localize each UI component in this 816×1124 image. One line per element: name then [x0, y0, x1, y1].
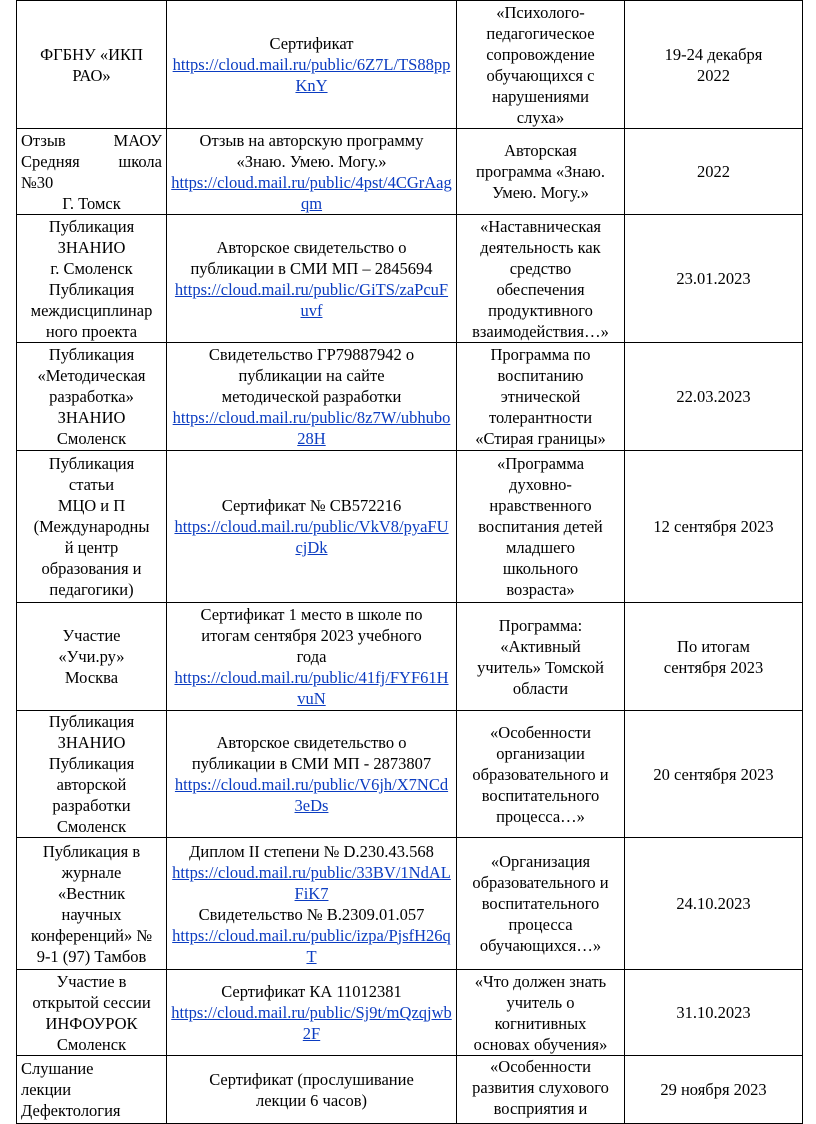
org-line: №30	[21, 172, 54, 192]
date-line: 2022	[697, 162, 730, 181]
topic-line: нарушениями	[492, 86, 589, 106]
org-line: Публикация	[48, 754, 135, 773]
topic-line: воспитания детей	[478, 517, 603, 536]
topic-cell	[457, 129, 625, 215]
date-cell	[625, 215, 803, 343]
org-line: педагогики)	[49, 580, 134, 599]
topic-line: воспитанию	[497, 366, 584, 385]
org-line: разработки	[52, 796, 131, 815]
topic-line: Программа:	[498, 615, 583, 635]
document-cell	[167, 343, 457, 451]
topic-line: процесса	[508, 915, 573, 934]
topic-cell	[457, 603, 625, 711]
org-cell	[17, 129, 167, 215]
document-line: Свидетельство № B.2309.01.057	[198, 904, 425, 924]
topic-line: деятельность как	[480, 237, 601, 257]
date-cell	[625, 129, 803, 215]
org-line: образования и	[41, 559, 142, 578]
org-line: Публикация	[48, 454, 135, 473]
date-cell	[625, 343, 803, 451]
table-row	[17, 215, 803, 343]
org-line: РАО»	[72, 65, 111, 85]
date-cell	[625, 603, 803, 711]
topic-line: сопровождение	[486, 44, 595, 64]
org-line: авторской	[56, 775, 127, 794]
document-line: публикации на сайте	[238, 366, 385, 385]
cloud-link[interactable]: https://cloud.mail.ru/public/izpa/PjsfH26qT	[172, 925, 451, 966]
org-line: Публикация	[48, 712, 135, 731]
topic-line: Программа по	[490, 345, 591, 364]
cloud-link[interactable]: https://cloud.mail.ru/public/33BV/1NdALFiK7	[172, 862, 451, 903]
org-cell	[17, 1056, 167, 1124]
topic-line: «Наставническая	[479, 216, 602, 236]
org-line: й центр	[64, 538, 119, 557]
org-cell	[17, 711, 167, 838]
org-line: Смоленск	[56, 1034, 127, 1054]
topic-line: процесса…»	[496, 806, 585, 826]
org-line: «Вестник	[57, 883, 126, 903]
topic-line: воспитательного	[481, 894, 600, 913]
org-cell	[17, 215, 167, 343]
org-line: Москва	[64, 668, 119, 687]
document-line: Сертификат 1 место в школе по	[200, 605, 423, 624]
org-line: (Международны	[33, 517, 150, 536]
document-line: года	[296, 647, 327, 666]
document-cell	[167, 451, 457, 603]
document-cell	[167, 970, 457, 1056]
org-line: «Учи.ру»	[58, 647, 125, 666]
topic-cell	[457, 711, 625, 838]
document-line: Сертификат (прослушивание	[209, 1069, 414, 1089]
org-line: ЗНАНИО	[57, 408, 126, 427]
topic-line: продуктивного	[488, 300, 593, 320]
table-row	[17, 603, 803, 711]
date-line: 22.03.2023	[676, 387, 751, 406]
document-cell	[167, 1056, 457, 1124]
topic-line: «Организация	[490, 852, 591, 871]
topic-cell	[457, 343, 625, 451]
document-line: методической разработки	[221, 387, 402, 406]
topic-line: младшего	[505, 538, 576, 557]
topic-line: когнитивных	[494, 1013, 587, 1033]
table-body	[17, 1, 803, 1124]
cloud-link[interactable]: https://cloud.mail.ru/public/Sj9t/mQzqjwb2F	[171, 1003, 452, 1043]
date-line: сентября 2023	[663, 657, 764, 677]
topic-line: воспитательного	[481, 785, 600, 805]
org-line: «Методическая	[37, 366, 146, 385]
org-cell	[17, 343, 167, 451]
document-cell	[167, 838, 457, 970]
table-row	[17, 1, 803, 129]
org-line: МЦО и П	[57, 496, 126, 515]
org-line: статьи	[68, 475, 115, 494]
topic-line: учитель о	[506, 992, 575, 1012]
org-line: г. Смоленск	[50, 258, 133, 278]
topic-line: толерантности	[488, 408, 593, 427]
topic-cell	[457, 215, 625, 343]
topic-line: Авторская	[504, 141, 577, 160]
topic-line: образовательного и	[472, 873, 609, 892]
topic-cell	[457, 838, 625, 970]
topic-line: этнической	[500, 387, 581, 406]
date-line: 19-24 декабря	[664, 44, 763, 64]
topic-line: обучающихся…»	[479, 936, 602, 955]
topic-line: «Стирая границы»	[475, 429, 606, 448]
topic-cell	[457, 1, 625, 129]
document-line: Свидетельство ГР79887942 о	[208, 345, 415, 364]
org-line: Средняя школа	[21, 151, 162, 171]
topic-line: нравственного	[489, 496, 592, 515]
document-line: Диплом II степени № D.230.43.568	[189, 841, 434, 861]
topic-cell	[457, 1056, 625, 1124]
date-cell	[625, 711, 803, 838]
org-line: ФГБНУ «ИКП	[40, 44, 143, 64]
date-line: По итогам	[677, 636, 750, 656]
table-row	[17, 970, 803, 1056]
org-line: ИНФОУРОК	[45, 1013, 138, 1033]
org-line: Смоленск	[56, 429, 127, 448]
topic-line: образовательного и	[472, 764, 609, 784]
org-line: ного проекта	[45, 321, 138, 341]
document-line: «Знаю. Умею. Могу.»	[236, 151, 387, 171]
table-row	[17, 343, 803, 451]
topic-line: области	[512, 678, 569, 698]
org-line: Слушание	[21, 1059, 94, 1078]
topic-line: программа «Знаю.	[475, 162, 605, 181]
table-row	[17, 129, 803, 215]
date-line: 23.01.2023	[676, 269, 751, 288]
date-line: 20 сентября 2023	[653, 764, 774, 784]
topic-cell	[457, 451, 625, 603]
cloud-link[interactable]: https://cloud.mail.ru/public/8z7W/ubhubo28H	[172, 408, 451, 448]
org-cell	[17, 603, 167, 711]
org-line: Публикация в	[42, 841, 141, 861]
document-line: публикации в СМИ МП - 2873807	[191, 754, 432, 773]
topic-line: Умею. Могу.»	[492, 183, 589, 202]
document-cell	[167, 129, 457, 215]
achievements-table	[16, 0, 803, 1124]
org-line: лекции	[21, 1080, 72, 1099]
date-line: 31.10.2023	[676, 1003, 751, 1022]
table-row	[17, 711, 803, 838]
org-line: Публикация	[48, 216, 135, 236]
document-line: итогам сентября 2023 учебного	[201, 626, 422, 645]
document-line: Отзыв на авторскую программу	[199, 130, 424, 150]
topic-line: школьного	[502, 559, 579, 578]
table-row	[17, 1056, 803, 1124]
org-line: разработка»	[49, 387, 134, 406]
topic-line: «Программа	[496, 454, 585, 473]
date-cell	[625, 838, 803, 970]
topic-line: обучающихся с	[486, 65, 595, 85]
org-line: междисциплинар	[30, 300, 153, 320]
org-line: журнале	[61, 862, 122, 882]
cloud-link[interactable]: https://cloud.mail.ru/public/41fj/FYF61HvuN	[174, 668, 449, 708]
cloud-link[interactable]: https://cloud.mail.ru/public/V6jh/X7NCd3eDs	[174, 775, 449, 815]
document-cell	[167, 215, 457, 343]
org-line: Дефектология	[21, 1101, 121, 1120]
topic-line: развития слухового	[472, 1078, 609, 1097]
table-row	[17, 838, 803, 970]
org-cell	[17, 451, 167, 603]
topic-line: слуха»	[516, 107, 565, 127]
topic-line: «Психолого-	[496, 2, 585, 22]
document-cell	[167, 1, 457, 129]
document-line: Авторское свидетельство о	[216, 237, 407, 257]
document-line: Авторское свидетельство о	[216, 733, 407, 752]
org-line: Публикация	[48, 345, 135, 364]
topic-line: основах обучения»	[473, 1034, 608, 1054]
org-line: ЗНАНИО	[57, 237, 126, 257]
org-line: Участие в	[56, 971, 127, 991]
topic-line: возраста»	[506, 580, 575, 599]
cloud-link[interactable]: https://cloud.mail.ru/public/GiTS/zaPcuFuvf	[174, 279, 449, 320]
org-cell	[17, 970, 167, 1056]
org-line: 9-1 (97) Тамбов	[36, 946, 147, 966]
cloud-link[interactable]: https://cloud.mail.ru/public/VkV8/pyaFUcjDk	[174, 517, 449, 557]
document-line: Сертификат	[269, 34, 354, 53]
table-row	[17, 451, 803, 603]
date-cell	[625, 970, 803, 1056]
org-line: конференций» №	[30, 925, 153, 945]
document-line: лекции 6 часов)	[255, 1090, 368, 1110]
document-cell	[167, 603, 457, 711]
topic-line: обеспечения	[496, 279, 585, 299]
topic-line: «Особенности	[490, 722, 591, 742]
org-line: научных	[61, 904, 122, 924]
topic-line: взаимодействия…»	[472, 321, 609, 341]
org-line: открытой сессии	[32, 992, 151, 1012]
cloud-link[interactable]: https://cloud.mail.ru/public/6Z7L/TS88ppKnY	[172, 55, 451, 95]
org-cell	[17, 838, 167, 970]
date-line: 29 ноября 2023	[660, 1080, 767, 1099]
date-line: 2022	[697, 65, 730, 85]
org-line: Отзыв МАОУ	[21, 130, 162, 150]
document-line: Сертификат КА 11012381	[221, 982, 402, 1001]
topic-line: учитель» Томской	[477, 657, 604, 677]
org-line: Участие	[62, 626, 121, 645]
org-cell	[17, 1, 167, 129]
date-cell	[625, 1056, 803, 1124]
topic-line: организации	[496, 743, 585, 763]
org-line: ЗНАНИО	[57, 733, 126, 752]
date-line: 24.10.2023	[676, 894, 751, 913]
topic-line: духовно-	[509, 475, 572, 494]
document-cell	[167, 711, 457, 838]
cloud-link[interactable]: https://cloud.mail.ru/public/4pst/4CGrAagqm	[171, 172, 452, 213]
date-cell	[625, 1, 803, 129]
topic-line: «Особенности	[490, 1057, 591, 1076]
topic-line: «Активный	[500, 636, 581, 656]
org-line: Публикация	[48, 279, 135, 299]
document-line: Сертификат № СВ572216	[221, 496, 402, 515]
date-line: 12 сентября 2023	[653, 517, 774, 536]
topic-line: «Что должен знать	[474, 971, 607, 991]
topic-cell	[457, 970, 625, 1056]
date-cell	[625, 451, 803, 603]
org-line: Смоленск	[56, 817, 127, 836]
topic-line: восприятия и	[493, 1099, 588, 1118]
document-line: публикации в СМИ МП – 2845694	[190, 258, 433, 278]
topic-line: средство	[509, 258, 572, 278]
topic-line: педагогическое	[486, 23, 595, 43]
org-line: Г. Томск	[62, 193, 121, 213]
